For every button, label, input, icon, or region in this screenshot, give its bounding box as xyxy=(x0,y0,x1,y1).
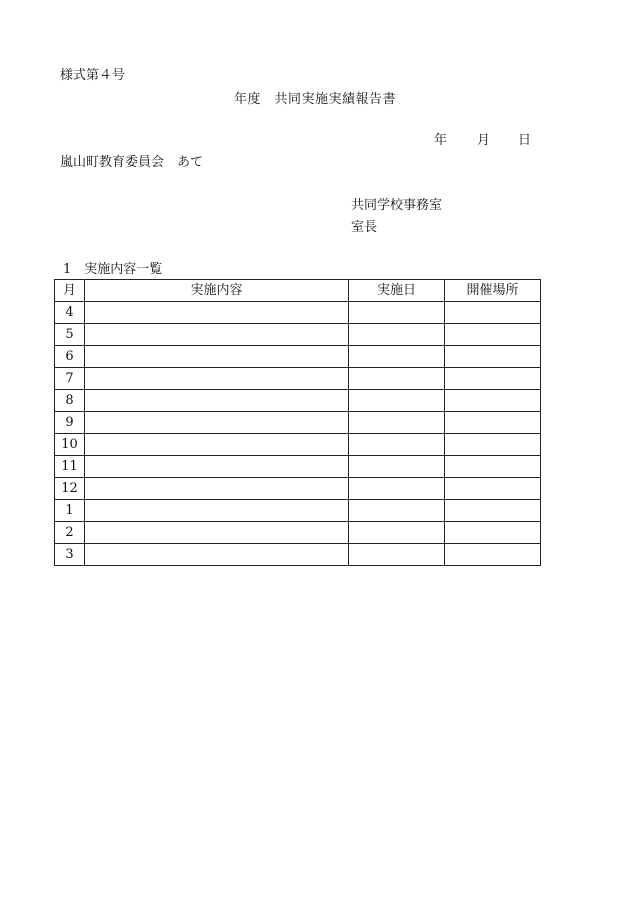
table-header-row xyxy=(55,280,541,302)
content-cell xyxy=(85,456,349,478)
implementation-table xyxy=(54,279,541,566)
column-header-content: 実施内容 xyxy=(85,280,349,302)
date-cell xyxy=(349,368,445,390)
date-cell xyxy=(349,500,445,522)
addressee: 嵐山町教育委員会 あて xyxy=(60,155,204,170)
month-cell: 5 xyxy=(55,324,85,346)
month-cell: 1 xyxy=(55,500,85,522)
section-heading: 1 実施内容一覧 xyxy=(63,262,163,277)
date-year-label: 年 xyxy=(434,133,448,148)
column-header-venue: 開催場所 xyxy=(445,280,541,302)
date-cell xyxy=(349,522,445,544)
content-cell xyxy=(85,346,349,368)
content-cell xyxy=(85,500,349,522)
venue-cell xyxy=(445,346,541,368)
month-cell: 9 xyxy=(55,412,85,434)
content-cell xyxy=(85,434,349,456)
table-row xyxy=(55,302,541,324)
sender-organization: 共同学校事務室 xyxy=(351,198,443,213)
date-cell xyxy=(349,478,445,500)
month-cell: 6 xyxy=(55,346,85,368)
table-row xyxy=(55,500,541,522)
month-cell: 3 xyxy=(55,544,85,566)
venue-cell xyxy=(445,324,541,346)
month-cell: 8 xyxy=(55,390,85,412)
table-row xyxy=(55,346,541,368)
column-header-month: 月 xyxy=(55,280,85,302)
date-cell xyxy=(349,390,445,412)
table-row xyxy=(55,434,541,456)
venue-cell xyxy=(445,544,541,566)
content-cell xyxy=(85,478,349,500)
content-cell xyxy=(85,412,349,434)
date-month-label: 月 xyxy=(477,133,491,148)
venue-cell xyxy=(445,522,541,544)
venue-cell xyxy=(445,500,541,522)
table-row xyxy=(55,412,541,434)
month-cell: 2 xyxy=(55,522,85,544)
content-cell xyxy=(85,368,349,390)
table-row xyxy=(55,478,541,500)
date-cell xyxy=(349,324,445,346)
sender-title: 室長 xyxy=(351,220,378,235)
venue-cell xyxy=(445,368,541,390)
month-cell: 10 xyxy=(55,434,85,456)
month-cell: 4 xyxy=(55,302,85,324)
date-cell xyxy=(349,434,445,456)
content-cell xyxy=(85,522,349,544)
month-cell: 12 xyxy=(55,478,85,500)
form-number: 様式第４号 xyxy=(60,68,126,83)
venue-cell xyxy=(445,390,541,412)
date-day-label: 日 xyxy=(518,133,532,148)
document-title: 年度 共同実施実績報告書 xyxy=(234,92,397,107)
content-cell xyxy=(85,324,349,346)
table-row xyxy=(55,324,541,346)
venue-cell xyxy=(445,456,541,478)
venue-cell xyxy=(445,302,541,324)
date-cell xyxy=(349,346,445,368)
date-cell xyxy=(349,544,445,566)
table-row xyxy=(55,522,541,544)
table-row xyxy=(55,368,541,390)
venue-cell xyxy=(445,434,541,456)
date-cell xyxy=(349,412,445,434)
table-row xyxy=(55,544,541,566)
venue-cell xyxy=(445,412,541,434)
content-cell xyxy=(85,390,349,412)
content-cell xyxy=(85,302,349,324)
date-cell xyxy=(349,456,445,478)
column-header-date: 実施日 xyxy=(349,280,445,302)
month-cell: 11 xyxy=(55,456,85,478)
venue-cell xyxy=(445,478,541,500)
table-row xyxy=(55,390,541,412)
table-row xyxy=(55,456,541,478)
date-cell xyxy=(349,302,445,324)
content-cell xyxy=(85,544,349,566)
month-cell: 7 xyxy=(55,368,85,390)
